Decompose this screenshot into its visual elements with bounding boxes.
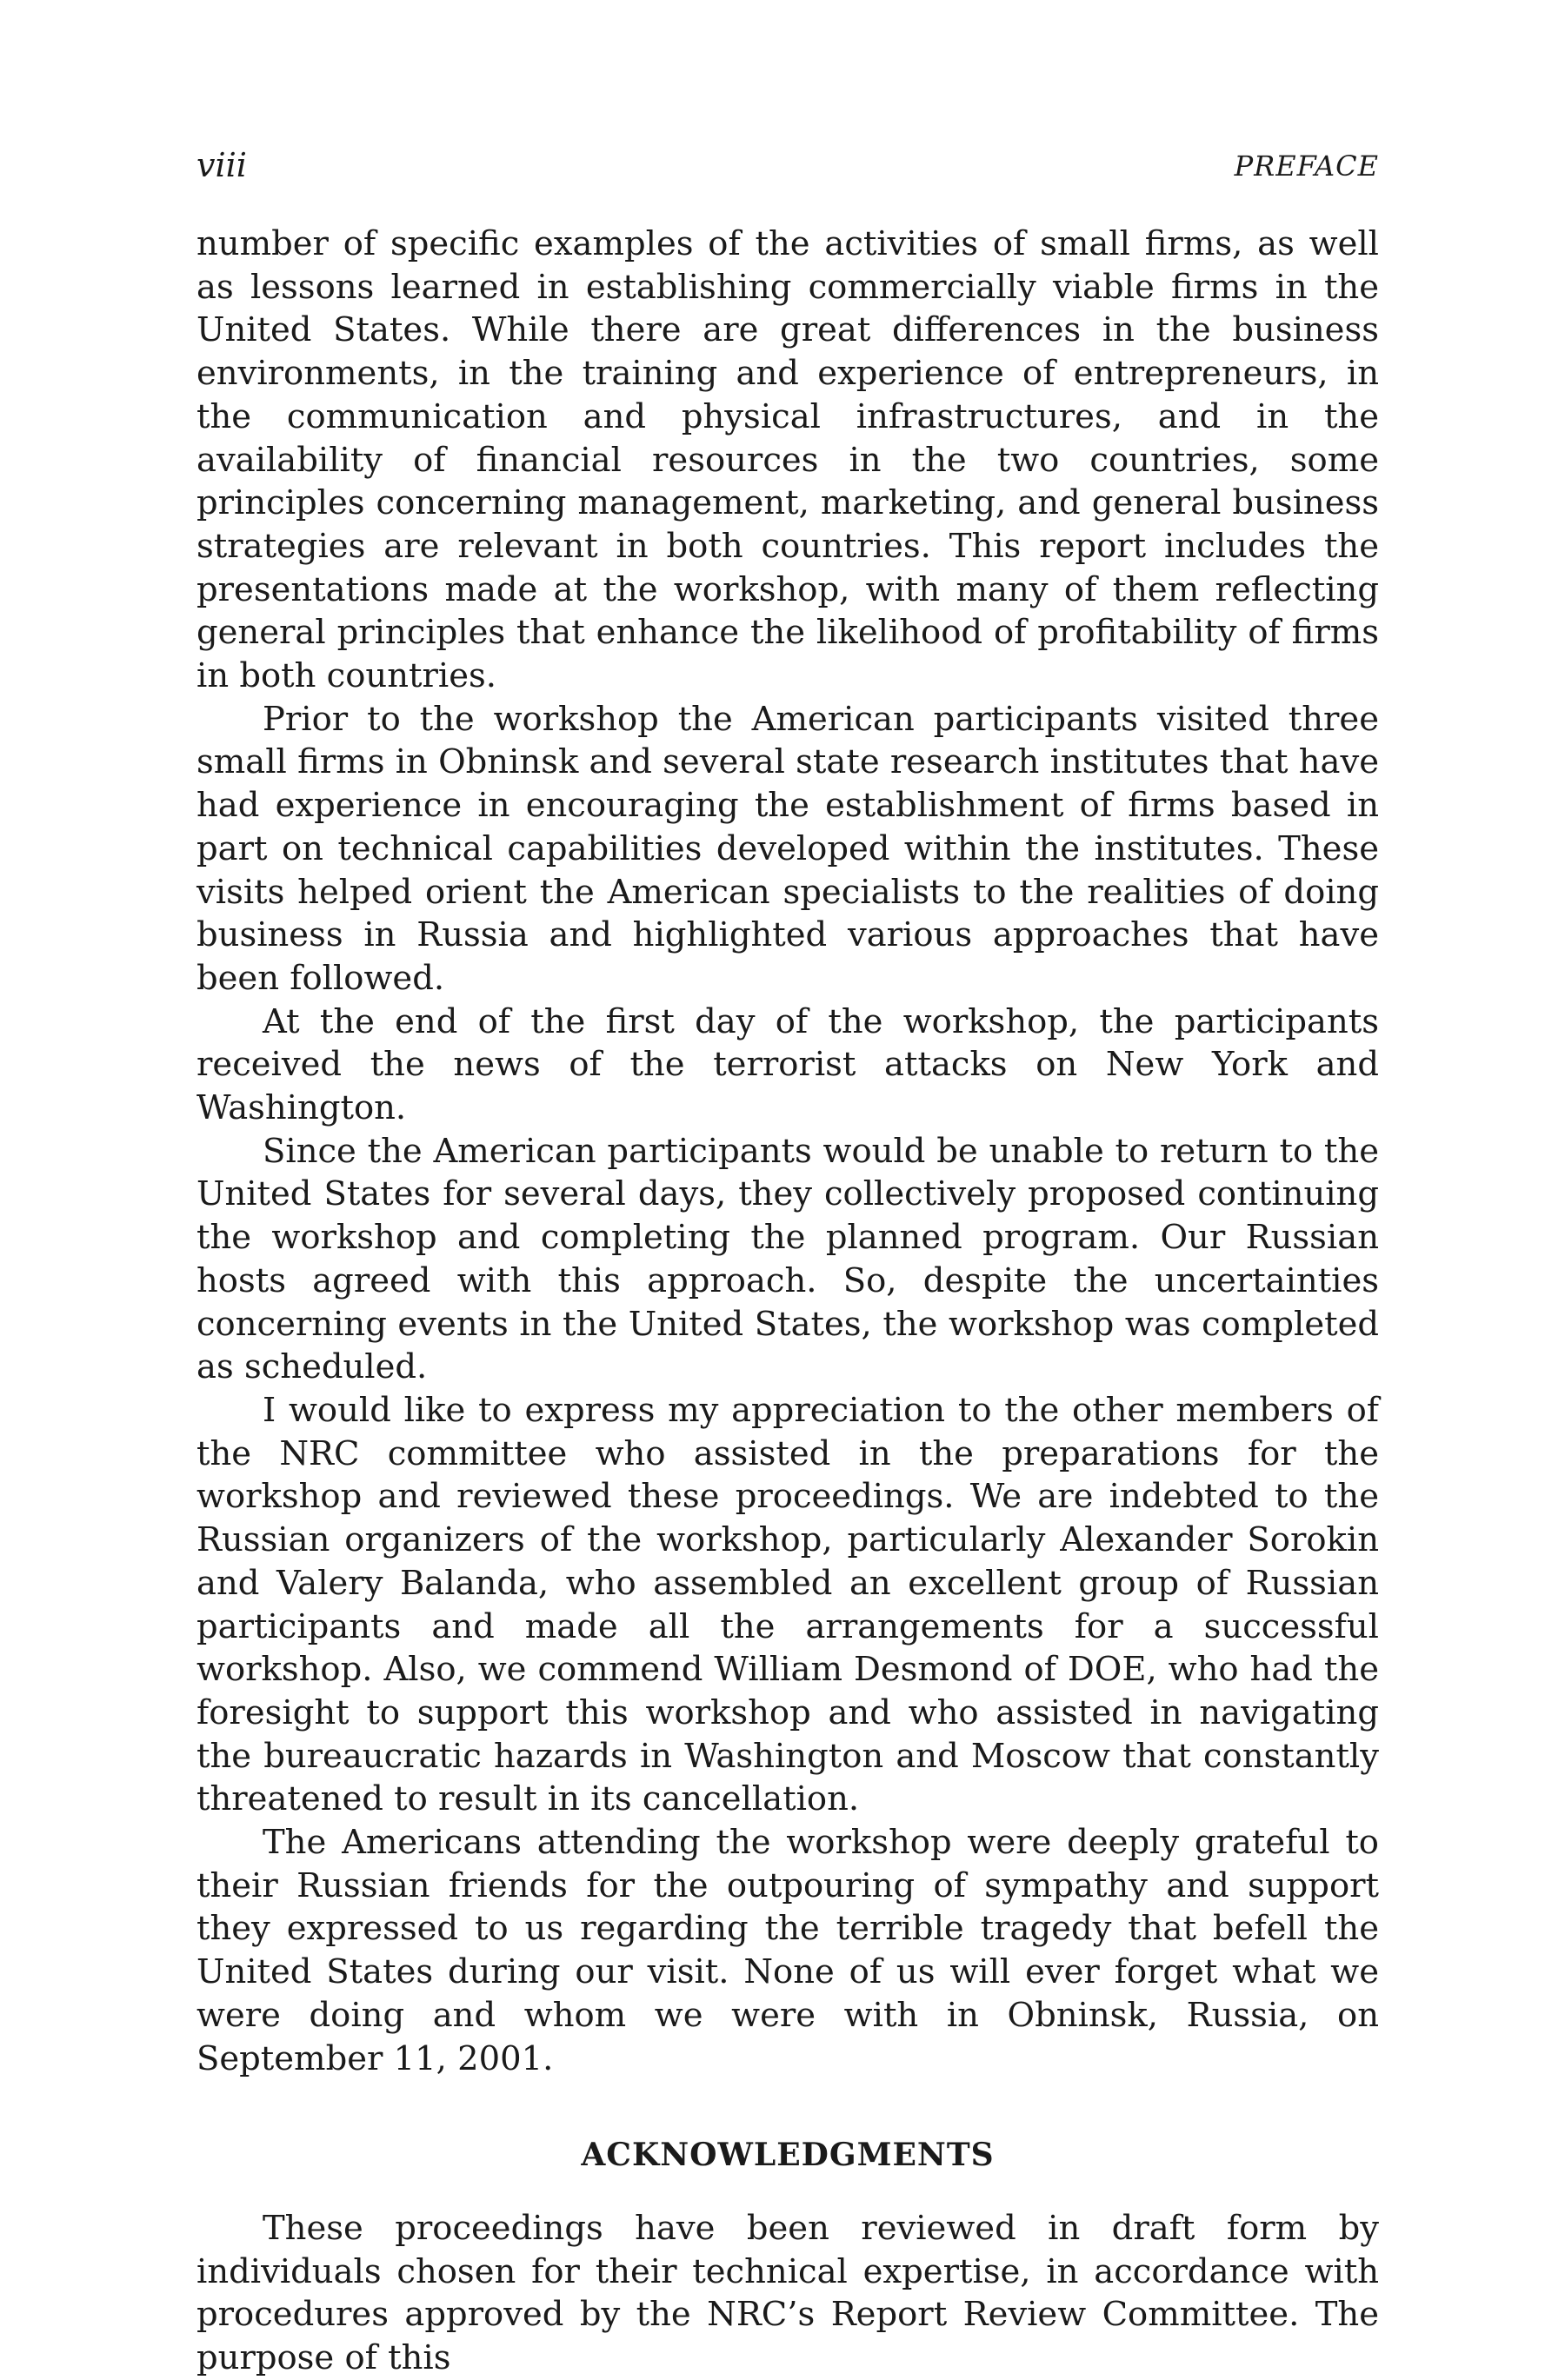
running-head (196, 146, 1379, 189)
paragraph-appreciation: I would like to express my appreciation to the other members of the NRC committee who assisted in the preparations for the workshop and reviewed these proceedings. We are indebted to the Russian organizers of the workshop, particularly Alexander Sorokin and Valery Balanda, who assembled an excellent group of Russian participants and made all the arrangements for a successful workshop. Also, we commend William Desmond of DOE, who had the foresight to support this workshop and who assisted in navigating the bureaucratic hazards in Washington and Moscow that constantly threatened to result in its cancellation. (196, 1390, 1379, 1819)
body-text (196, 223, 1379, 2380)
paragraph-continued: number of specific examples of the activities of small firms, as well as lessons learned in establishing commercially viable firms in the United States. While there are great differences in the business environments, in the training and experience of entrepreneurs, in the communication and physical infrastructures, and in the availability of financial resources in the two countries, some principles concerning management, marketing, and general business strategies are relevant in both countries. This report includes the presentations made at the workshop, with many of them reflecting general principles that enhance the likelihood of profitability of firms in both countries. (196, 224, 1379, 696)
acknowledgments-heading: ACKNOWLEDGMENTS (581, 2137, 995, 2174)
page-number: viii (196, 146, 247, 184)
acknowledgments-paragraph: These proceedings have been reviewed in draft form by individuals chosen for their technical expertise, in accordance with procedures approved by the NRC’s Report Review Committee. The purpose of this (196, 2208, 1379, 2378)
paragraph-gratitude: The Americans attending the workshop were deeply grateful to their Russian friends for the outpouring of sympathy and support they expressed to us regarding the terrible tragedy that befell the United States during our visit. None of us will ever forget what we were doing and whom we were with in Obninsk, Russia, on September 11, 2001. (196, 1823, 1379, 2078)
paragraph-continuation: Since the American participants would be unable to return to the United States for several days, they collectively proposed continuing the workshop and completing the planned program. Our Russian hosts agreed with this approach. So, despite the uncertainties concerning events in the United States, the workshop was completed as scheduled. (196, 1131, 1379, 1387)
section-title: PREFACE (1234, 150, 1379, 183)
paragraph-site-visits: Prior to the workshop the American participants visited three small firms in Obninsk and several state research institutes that have had experience in encouraging the establishment of firms based in part on technical capabilities developed within the institutes. These visits helped orient the American specialists to the realities of doing business in Russia and highlighted various approaches that have been followed. (196, 699, 1379, 998)
paragraph-news: At the end of the first day of the workshop, the participants received the news of the terrorist attacks on New York and Washington. (196, 1001, 1379, 1128)
